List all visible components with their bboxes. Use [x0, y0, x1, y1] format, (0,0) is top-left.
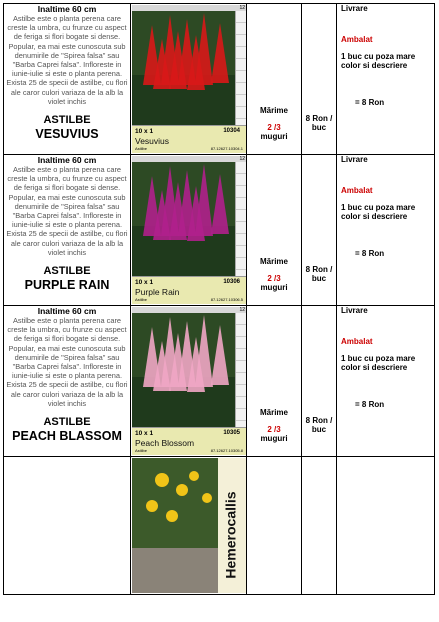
card-genus: Astilbe — [135, 448, 148, 453]
product-table — [3, 3, 435, 595]
size-unit: muguri — [260, 434, 288, 443]
product-photo — [132, 458, 246, 593]
card-header-strip — [132, 307, 246, 313]
card-header-strip — [132, 156, 246, 162]
card-number: 12 — [239, 156, 245, 162]
product-genus: ASTILBE — [43, 265, 91, 278]
product-photo — [132, 5, 246, 153]
total-price: = 8 Ron — [355, 249, 385, 258]
price-cell — [302, 4, 337, 155]
pack-label: Ambalat — [341, 35, 373, 44]
total-price: = 8 Ron — [355, 400, 385, 409]
product-genus: ASTILBE — [43, 416, 91, 429]
delivery-cell — [337, 155, 435, 306]
size-cell — [247, 155, 302, 306]
delivery-title: Livrare — [341, 4, 368, 13]
size-value: 2 /3 — [267, 425, 281, 434]
photo-cell — [131, 306, 247, 457]
card-quantity: 10 x 1 — [135, 279, 154, 286]
card-code: 10306 — [223, 279, 240, 285]
product-name: PURPLE RAIN — [24, 278, 110, 293]
description-text: Astilbe este o planta perena care creste la umbra, cu frunze cu aspect de feriga si flori bogate si dense. Popular, ea mai este cunoscuta sub denumirile de "Spirea falsa" sau "Barba Caprei falsa". Infloreste in iunie-iulie si este o planta perena. Exista 25 de specii de astilbe, cu flori ale caror culori variaza de la alb la violet inchis — [6, 14, 128, 106]
card-quantity: 10 x 1 — [135, 128, 154, 135]
photo-cell — [131, 4, 247, 155]
card-genus: Astilbe — [135, 146, 148, 151]
photo-cell — [131, 457, 247, 595]
product-row — [4, 4, 435, 155]
pack-description: 1 buc cu poza mare color si descriere — [341, 52, 416, 70]
size-cell — [247, 457, 302, 595]
delivery-title: Livrare — [341, 306, 368, 315]
size-label: Mărime — [259, 106, 288, 115]
product-name: PEACH BLASSOM — [12, 429, 122, 444]
card-ean: 87.12627.10306.5 — [210, 297, 243, 302]
pack-description: 1 buc cu poza mare color si descriere — [341, 354, 416, 372]
price-label: 8 Ron / buc — [305, 416, 333, 434]
pack-label: Ambalat — [341, 186, 373, 195]
product-photo — [132, 307, 246, 455]
card-label-strip — [132, 125, 246, 153]
product-row — [4, 155, 435, 306]
size-label: Mărime — [259, 408, 288, 417]
card-title: Vesuvius — [135, 136, 170, 146]
height-label: Inaltime 60 cm — [37, 4, 97, 14]
size-unit: muguri — [260, 283, 288, 292]
delivery-cell — [337, 4, 435, 155]
description-cell — [4, 155, 131, 306]
card-number: 12 — [239, 307, 245, 313]
card-ean: 87.12627.10305.8 — [210, 448, 243, 453]
card-header-strip — [132, 5, 246, 11]
delivery-title: Livrare — [341, 155, 368, 164]
size-unit: muguri — [260, 132, 288, 141]
price-cell — [302, 155, 337, 306]
height-label: Inaltime 60 cm — [37, 155, 97, 165]
size-value: 2 /3 — [267, 123, 281, 132]
card-code: 10304 — [223, 128, 240, 134]
total-price: = 8 Ron — [355, 98, 385, 107]
card-title: Peach Blossom — [135, 438, 195, 448]
card-ean: 87.12627.10304.1 — [210, 146, 243, 151]
size-cell — [247, 306, 302, 457]
description-text: Astilbe este o planta perena care creste la umbra, cu frunze cu aspect de feriga si flori bogate si dense. Popular, ea mai este cunoscuta sub denumirile de "Spirea falsa" sau "Barba Caprei falsa". Infloreste in iunie-iulie si este o planta perena. Exista 25 de specii de astilbe, cu flori ale caror culori variaza de la alb la violet inchis — [6, 165, 128, 257]
card-genus: Astilbe — [135, 297, 148, 302]
product-row — [4, 306, 435, 457]
photo-cell — [131, 155, 247, 306]
height-label: Inaltime 60 cm — [37, 306, 97, 316]
product-row — [4, 457, 435, 595]
card-side-icons — [235, 11, 246, 126]
card-title: Purple Rain — [135, 287, 180, 297]
size-cell — [247, 4, 302, 155]
card-label-strip — [132, 427, 246, 455]
pack-description: 1 buc cu poza mare color si descriere — [341, 203, 416, 221]
product-photo — [132, 156, 246, 304]
photo-caption: Hemerocallis — [222, 491, 239, 579]
description-cell — [4, 457, 131, 595]
card-quantity: 10 x 1 — [135, 430, 154, 437]
size-value: 2 /3 — [267, 274, 281, 283]
description-cell — [4, 4, 131, 155]
card-side-icons — [235, 313, 246, 428]
price-label: 8 Ron / buc — [305, 114, 333, 132]
size-label: Mărime — [259, 257, 288, 266]
card-number: 12 — [239, 5, 245, 11]
product-name: VESUVIUS — [35, 127, 99, 142]
card-code: 10305 — [223, 430, 240, 436]
delivery-cell — [337, 457, 435, 595]
delivery-cell — [337, 306, 435, 457]
card-side-icons — [235, 162, 246, 277]
price-cell — [302, 457, 337, 595]
price-cell — [302, 306, 337, 457]
description-cell — [4, 306, 131, 457]
price-label: 8 Ron / buc — [305, 265, 333, 283]
product-genus: ASTILBE — [43, 114, 91, 127]
description-text: Astilbe este o planta perena care creste la umbra, cu frunze cu aspect de feriga si flori bogate si dense. Popular, ea mai este cunoscuta sub denumirile de "Spirea falsa" sau "Barba Caprei falsa". Infloreste in iunie-iulie si este o planta perena. Exista 25 de specii de astilbe, cu flori ale caror culori variaza de la alb la violet inchis — [6, 316, 128, 408]
pack-label: Ambalat — [341, 337, 373, 346]
card-label-strip — [132, 276, 246, 304]
